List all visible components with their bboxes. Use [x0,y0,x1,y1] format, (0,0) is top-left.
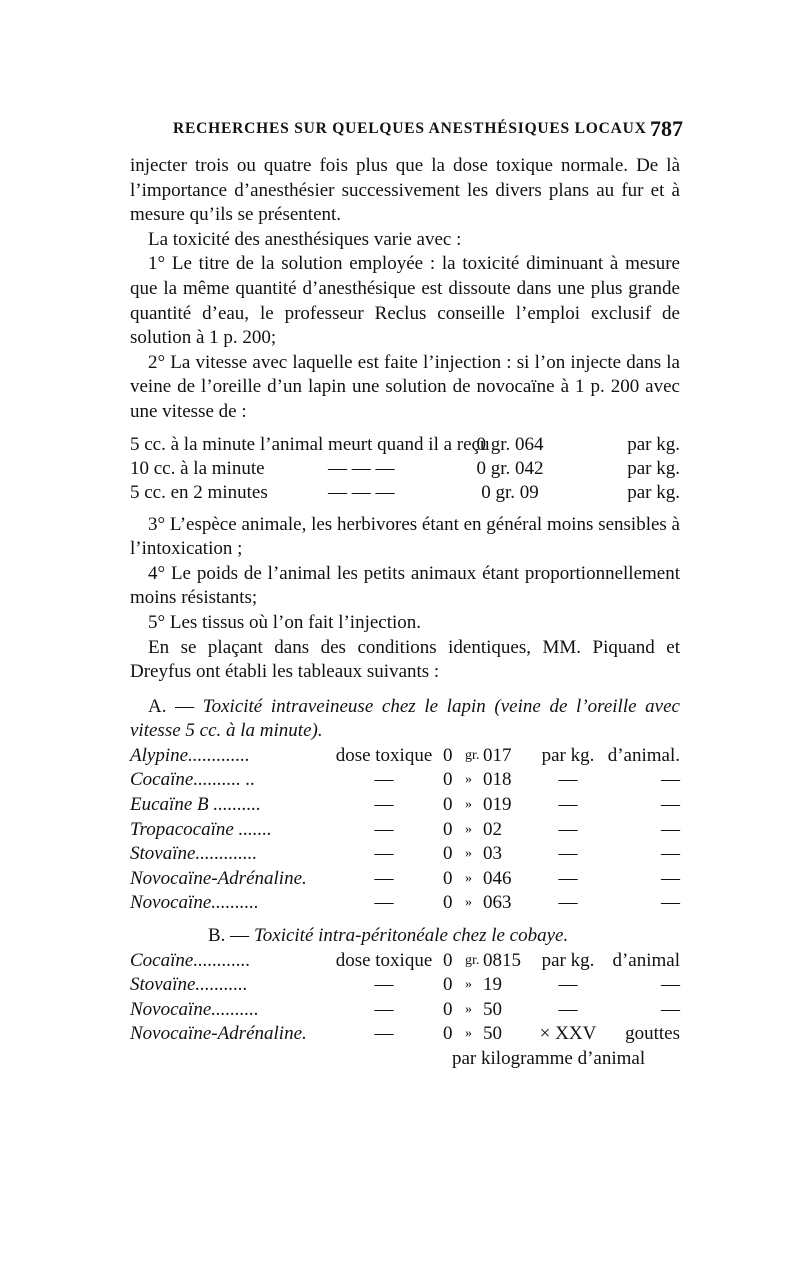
dose-zero: 0 [443,974,453,996]
paragraph: La toxicité des anesthésiques varie avec : [148,228,462,250]
dose-value: 046 [483,867,512,889]
animal-label: — [661,769,680,791]
speed-row: 5 cc. en 2 minutes — — — 0 gr. 09 par kg. [130,481,680,503]
table-row [130,744,680,769]
unit-mark: » [465,1001,472,1017]
page-header [173,118,683,146]
dose-label: — [374,892,394,914]
table-row [130,867,680,892]
per-kg-label: par kg. [541,949,595,971]
dose-value: 03 [483,843,502,865]
paragraph: 1° Le titre de la solution employée : la toxicité diminuant à mesure que la même quantité d’anesthésique est dissoute dans une plus grande quantité d’eau, le professeur Reclus conseille l’emploi exclusif de solution à 1 p. 200; [130,253,680,349]
dose-value: 017 [483,744,512,766]
dose-label: — [374,974,394,996]
dose-value: 50 [483,1023,502,1045]
substance-name: Novocaïne-Adrénaline. [130,1023,307,1045]
dose-zero: 0 [443,818,453,840]
paragraph: 5° Les tissus où l’on fait l’injection. [148,611,422,633]
unit-mark: » [465,870,472,886]
table-row [130,949,680,974]
dose-label: — [374,818,394,840]
paragraph: En se plaçant dans des conditions identiques, MM. Piquand et Dreyfus ont établi les tableaux suivants : [130,636,680,683]
dose-zero: 0 [443,949,453,971]
substance-name: Novocaïne.......... [130,892,259,914]
table-b-note: par kilogramme d’animal [452,1048,646,1069]
paragraph: 3° L’espèce animale, les herbivores étant en général moins sensibles à l’intoxication ; [130,513,680,560]
unit-mark: gr. [465,952,480,968]
per-kg-label: — [558,892,578,914]
unit-mark: gr. [465,747,480,763]
dose-zero: 0 [443,998,453,1020]
table-b-caption: B. — Toxicité intra-péritonéale chez le cobaye. [208,925,569,947]
per-kg-label: — [558,818,578,840]
animal-label: — [661,818,680,840]
per-kg-label: × XXV [539,1023,597,1045]
dose-label: — [374,794,394,816]
unit-mark: » [465,797,472,813]
speed-row: 10 cc. à la minute — — — 0 gr. 042 par kg. [130,457,680,479]
substance-name: Tropacocaïne ....... [130,818,272,840]
table-a-caption: A. — Toxicité intraveineuse chez le lapin (veine de l’oreille avec vitesse 5 cc. à la minute). [130,695,680,742]
dose-zero: 0 [443,794,453,816]
animal-label: gouttes [625,1023,680,1045]
dose-label: — [374,998,394,1020]
table-row [130,818,680,843]
substance-name: Novocaïne-Adrénaline. [130,867,307,889]
paragraph: injecter trois ou quatre fois plus que la dose toxique normale. De là l’importance d’anesthésier successivement les divers plans au fur et à mesure qu’ils se présentent. [130,155,680,226]
substance-name: Cocaïne............ [130,949,251,971]
animal-label: — [661,867,680,889]
paragraph: 2° La vitesse avec laquelle est faite l’injection : si l’on injecte dans la veine de l’oreille d’un lapin une solution de novocaïne à 1 p. 200 avec une vitesse de : [130,351,680,422]
running-title: RECHERCHES SUR QUELQUES ANESTHÉSIQUES LOCAUX [173,120,647,137]
dose-value: 018 [483,769,512,791]
animal-label: — [661,998,680,1020]
unit-mark: » [465,977,472,993]
dose-value: 063 [483,892,512,914]
dose-label: dose toxique [335,744,433,766]
dose-zero: 0 [443,843,453,865]
unit-mark: » [465,895,472,911]
dose-label: — [374,867,394,889]
page-body [130,154,680,1071]
unit-mark: » [465,1026,472,1042]
table-row [130,842,680,867]
dose-value: 02 [483,818,502,840]
per-kg-label: — [558,998,578,1020]
per-kg-label: — [558,974,578,996]
dose-label: — [374,1023,394,1045]
substance-name: Novocaïne.......... [130,998,259,1020]
animal-label: d’animal. [607,744,680,766]
paragraph: 4° Le poids de l’animal les petits animaux étant proportionnellement moins résistants; [130,562,680,609]
substance-name: Stovaïne............. [130,843,258,865]
speed-table [130,433,680,505]
table-row [130,973,680,998]
animal-label: — [661,892,680,914]
unit-mark: » [465,846,472,862]
per-kg-label: par kg. [541,744,595,766]
dose-zero: 0 [443,769,453,791]
per-kg-label: — [558,769,578,791]
animal-label: — [661,974,680,996]
table-row [130,891,680,916]
dose-value: 50 [483,998,502,1020]
per-kg-label: — [558,867,578,889]
dose-label: dose toxique [335,949,433,971]
per-kg-label: — [558,794,578,816]
table-a [130,744,680,916]
dose-zero: 0 [443,744,453,766]
animal-label: — [661,843,680,865]
speed-row: 5 cc. à la minute l’animal meurt quand il a reçu 0 gr. 064 par kg. [130,433,680,455]
table-row [130,998,680,1023]
per-kg-label: — [558,843,578,865]
table-row [130,1022,680,1047]
dose-value: 019 [483,794,512,816]
dose-zero: 0 [443,867,453,889]
table-row [130,768,680,793]
dose-value: 19 [483,974,502,996]
unit-mark: » [465,821,472,837]
page-number: 787 [650,116,683,141]
table-b [130,949,680,1047]
dose-value: 0815 [483,949,521,971]
animal-label: — [661,794,680,816]
unit-mark: » [465,772,472,788]
substance-name: Stovaïne........... [130,974,248,996]
dose-label: — [374,843,394,865]
substance-name: Cocaïne.......... .. [130,769,256,791]
dose-zero: 0 [443,1023,453,1045]
dose-zero: 0 [443,892,453,914]
animal-label: d’animal [612,949,680,971]
substance-name: Eucaïne B .......... [130,794,261,816]
dose-label: — [374,769,394,791]
substance-name: Alypine............. [130,744,250,766]
table-row [130,793,680,818]
